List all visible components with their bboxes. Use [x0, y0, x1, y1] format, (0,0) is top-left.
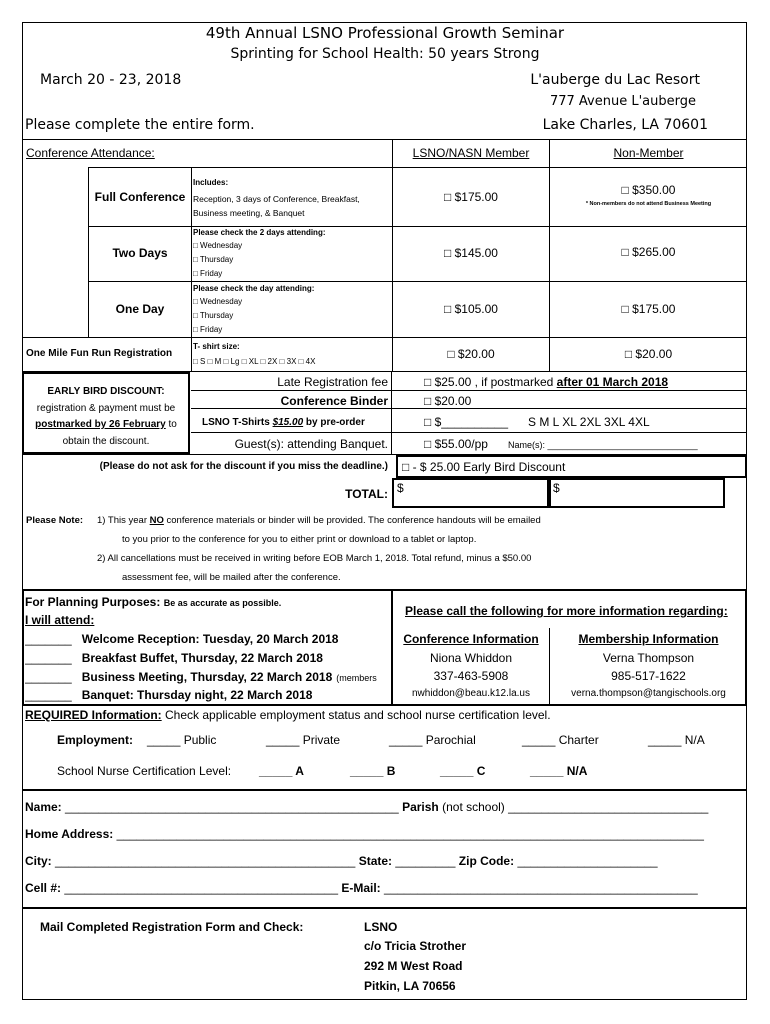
membership-contact-name: Verna Thompson — [602, 651, 695, 665]
name-label: Name: — [25, 800, 62, 814]
tshirt-price: $15.00 — [272, 417, 304, 428]
contacts-title: Please call the following for more information regarding: — [405, 604, 728, 618]
please-note-label: Please Note: — [26, 515, 84, 526]
planning-title-text: For Planning Purposes: — [25, 595, 161, 609]
planning-item-blank[interactable]: _______ — [25, 651, 72, 665]
city-row — [25, 854, 658, 868]
home-address-row — [25, 827, 704, 841]
full-conference-label: Full Conference — [94, 190, 186, 204]
tshirt-preorder-label — [202, 417, 365, 428]
employment-parochial[interactable]: _____ Parochial — [389, 733, 476, 747]
email-label: E-Mail: — [341, 881, 381, 895]
note-1-continued: to you prior to the conference for you to either print or download to a tablet or laptop. — [122, 534, 477, 545]
employment-label: Employment: — [57, 733, 134, 747]
planning-item[interactable] — [25, 670, 389, 684]
planning-item-blank[interactable]: _______ — [25, 670, 72, 684]
required-label: REQUIRED Information: — [25, 708, 162, 722]
two-days-label: Two Days — [112, 246, 168, 260]
early-bird-title: EARLY BIRD DISCOUNT: — [47, 386, 165, 397]
planning-item-blank[interactable]: _______ — [25, 632, 72, 646]
conference-contact-email[interactable]: nwhiddon@beau.k12.la.us — [411, 688, 530, 699]
two-days-wednesday[interactable]: □ Wednesday — [193, 241, 243, 250]
zip-label: Zip Code: — [458, 854, 515, 868]
planning-item-blank[interactable]: _______ — [25, 688, 72, 702]
city-field[interactable]: _____________________________________________ — [55, 854, 356, 868]
total-label: TOTAL: — [345, 487, 388, 501]
total-nonmember-value[interactable]: $ — [553, 481, 560, 495]
two-days-friday[interactable]: □ Friday — [193, 269, 223, 278]
one-day-friday[interactable]: □ Friday — [193, 325, 223, 334]
planning-item-text: Banquet: Thursday night, 22 March 2018 — [81, 688, 313, 702]
fun-run-member-price[interactable]: □ $20.00 — [447, 347, 495, 361]
will-attend-label: I will attend: — [25, 613, 95, 627]
note-1 — [97, 515, 541, 526]
tshirt-label: LSNO T-Shirts — [202, 417, 273, 428]
name-field[interactable]: __________________________________________________ — [65, 800, 399, 814]
full-conference-desc-title: Includes: — [193, 178, 229, 187]
membership-info-title: Membership Information — [578, 632, 719, 646]
parish-label: Parish — [402, 800, 439, 814]
required-text: Check applicable employment status and school nurse certification level. — [161, 708, 551, 722]
late-fee-value[interactable] — [424, 375, 668, 389]
one-day-desc-title: Please check the day attending: — [193, 284, 315, 293]
conference-contact-phone: 337-463-5908 — [433, 669, 509, 683]
one-day-label: One Day — [115, 302, 165, 316]
full-conference-desc: Reception, 3 days of Conference, Breakfast, Business meeting, & Banquet — [193, 194, 360, 218]
planning-item-text: Breakfast Buffet, Thursday, 22 March 2018 — [81, 651, 323, 665]
employment-charter[interactable]: _____ Charter — [522, 733, 599, 747]
note-2: 2) All cancellations must be received in writing before EOB March 1, 2018. Total refund, minus a $50.00 — [97, 553, 532, 564]
total-nonmember-box — [549, 478, 725, 508]
parish-field[interactable]: (not school) ______________________________ — [438, 800, 709, 814]
one-day-member-price[interactable]: □ $105.00 — [444, 302, 498, 316]
early-bird-line4: obtain the discount. — [62, 436, 150, 447]
certification-b[interactable]: _____ B — [350, 764, 396, 778]
early-bird-line3-suffix: to — [165, 419, 177, 430]
membership-contact-email[interactable]: verna.thompson@tangischools.org — [571, 688, 726, 699]
binder-value[interactable]: □ $20.00 — [424, 394, 472, 408]
planning-hint: Be as accurate as possible. — [163, 598, 282, 608]
guest-value[interactable]: □ $55.00/pp — [424, 437, 488, 451]
binder-label: Conference Binder — [280, 394, 388, 408]
seminar-subtitle: Sprinting for School Health: 50 years Strong — [230, 46, 540, 62]
discount-value[interactable]: □ - $ 25.00 Early Bird Discount — [402, 460, 566, 474]
nonmember-note: * Non-members do not attend Business Meeting — [585, 201, 712, 207]
seminar-title: 49th Annual LSNO Professional Growth Seminar — [205, 24, 565, 42]
fun-run-label: One Mile Fun Run Registration — [26, 348, 173, 359]
conference-contact-name: Niona Whiddon — [429, 651, 513, 665]
zip-field[interactable]: _____________________ — [514, 854, 658, 868]
venue-address: 777 Avenue L'auberge — [549, 94, 696, 109]
mail-line-1: LSNO — [364, 920, 398, 934]
tshirt-size-options[interactable]: □ S □ M □ Lg □ XL □ 2X □ 3X □ 4X — [193, 357, 316, 366]
home-address-label: Home Address: — [25, 827, 114, 841]
employment-public[interactable]: _____ Public — [147, 733, 217, 747]
member-column-header: LSNO/NASN Member — [412, 146, 530, 160]
planning-item-text: Business Meeting, Thursday, 22 March 2018 — [81, 670, 333, 684]
total-member-box — [392, 478, 549, 508]
planning-item[interactable] — [25, 651, 389, 665]
venue-city: Lake Charles, LA 70601 — [542, 117, 708, 133]
total-member-value[interactable]: $ — [397, 481, 404, 495]
planning-item[interactable] — [25, 632, 389, 646]
mail-line-2: c/o Tricia Strother — [364, 939, 467, 953]
city-label: City: — [25, 854, 52, 868]
home-address-field[interactable]: ________________________________________________________________________________________ — [116, 827, 704, 841]
late-fee-label: Late Registration fee — [277, 375, 388, 389]
one-day-wednesday[interactable]: □ Wednesday — [193, 297, 243, 306]
nonmember-column-header: Non-Member — [613, 146, 684, 160]
planning-item-note: (members — [336, 673, 377, 683]
cell-row — [25, 881, 698, 895]
state-field[interactable]: _________ — [392, 854, 456, 868]
two-days-desc-title: Please check the 2 days attending: — [193, 228, 326, 237]
form-instruction: Please complete the entire form. — [25, 117, 255, 133]
guest-label: Guest(s): attending Banquet. — [234, 437, 388, 451]
mail-line-3: 292 M West Road — [364, 959, 463, 973]
full-nonmember-price[interactable]: □ $350.00 — [621, 183, 676, 197]
full-member-price[interactable]: □ $175.00 — [444, 190, 498, 204]
fun-run-desc-title: T- shirt size: — [193, 342, 240, 351]
early-bird-line2: registration & payment must be — [36, 403, 176, 414]
cell-field[interactable]: _________________________________________ — [64, 881, 338, 895]
planning-item[interactable] — [25, 688, 389, 702]
early-bird-deadline: postmarked by 26 February — [35, 419, 166, 430]
employment-private[interactable]: _____ Private — [266, 733, 341, 747]
note-2-continued: assessment fee, will be mailed after the conference. — [122, 572, 341, 583]
two-days-thursday[interactable]: □ Thursday — [193, 255, 234, 264]
late-fee-deadline: after 01 March 2018 — [556, 375, 669, 389]
tshirt-amount[interactable]: □ $__________ — [424, 415, 508, 429]
planning-item-text: Welcome Reception: Tuesday, 20 March 2018 — [81, 632, 339, 646]
fun-run-nonmember-price[interactable]: □ $20.00 — [624, 347, 673, 361]
early-bird-line3 — [22, 419, 190, 430]
required-info — [25, 708, 551, 722]
note-1-c: conference materials or binder will be provided. The conference handouts will be emailed — [163, 515, 541, 526]
mail-label: Mail Completed Registration Form and Check: — [40, 920, 304, 934]
conference-attendance-label: Conference Attendance: — [26, 146, 155, 160]
mail-line-4: Pitkin, LA 70656 — [364, 979, 456, 993]
seminar-dates: March 20 - 23, 2018 — [40, 72, 182, 88]
certification-na[interactable]: _____ N/A — [530, 764, 588, 778]
state-label: State: — [358, 854, 393, 868]
early-bird-note: (Please do not ask for the discount if you miss the deadline.) — [99, 461, 388, 472]
planning-title — [25, 595, 281, 609]
tshirt-preorder: by pre-order — [303, 417, 365, 428]
certification-label: School Nurse Certification Level: — [57, 764, 232, 778]
cell-label: Cell #: — [25, 881, 62, 895]
conference-info-title: Conference Information — [403, 632, 539, 646]
note-1-no: NO — [149, 515, 164, 526]
late-fee-amount: □ $25.00 , if postmarked — [424, 375, 557, 389]
membership-contact-phone: 985-517-1622 — [611, 669, 686, 683]
one-day-thursday[interactable]: □ Thursday — [193, 311, 234, 320]
one-day-nonmember-price[interactable]: □ $175.00 — [621, 302, 676, 316]
two-days-nonmember-price[interactable]: □ $265.00 — [621, 245, 676, 259]
guest-names-field[interactable]: Name(s): ______________________________ — [508, 440, 698, 450]
two-days-member-price[interactable]: □ $145.00 — [444, 246, 498, 260]
certification-a[interactable]: _____ A — [259, 764, 304, 778]
name-row — [25, 800, 708, 814]
email-field[interactable]: _______________________________________________ — [380, 881, 698, 895]
note-1-a: 1) This year — [97, 515, 150, 526]
certification-c[interactable]: _____ C — [440, 764, 486, 778]
venue-name: L'auberge du Lac Resort — [530, 72, 700, 88]
tshirt-preorder-sizes[interactable]: S M L XL 2XL 3XL 4XL — [528, 415, 650, 429]
employment-na[interactable]: _____ N/A — [648, 733, 705, 747]
